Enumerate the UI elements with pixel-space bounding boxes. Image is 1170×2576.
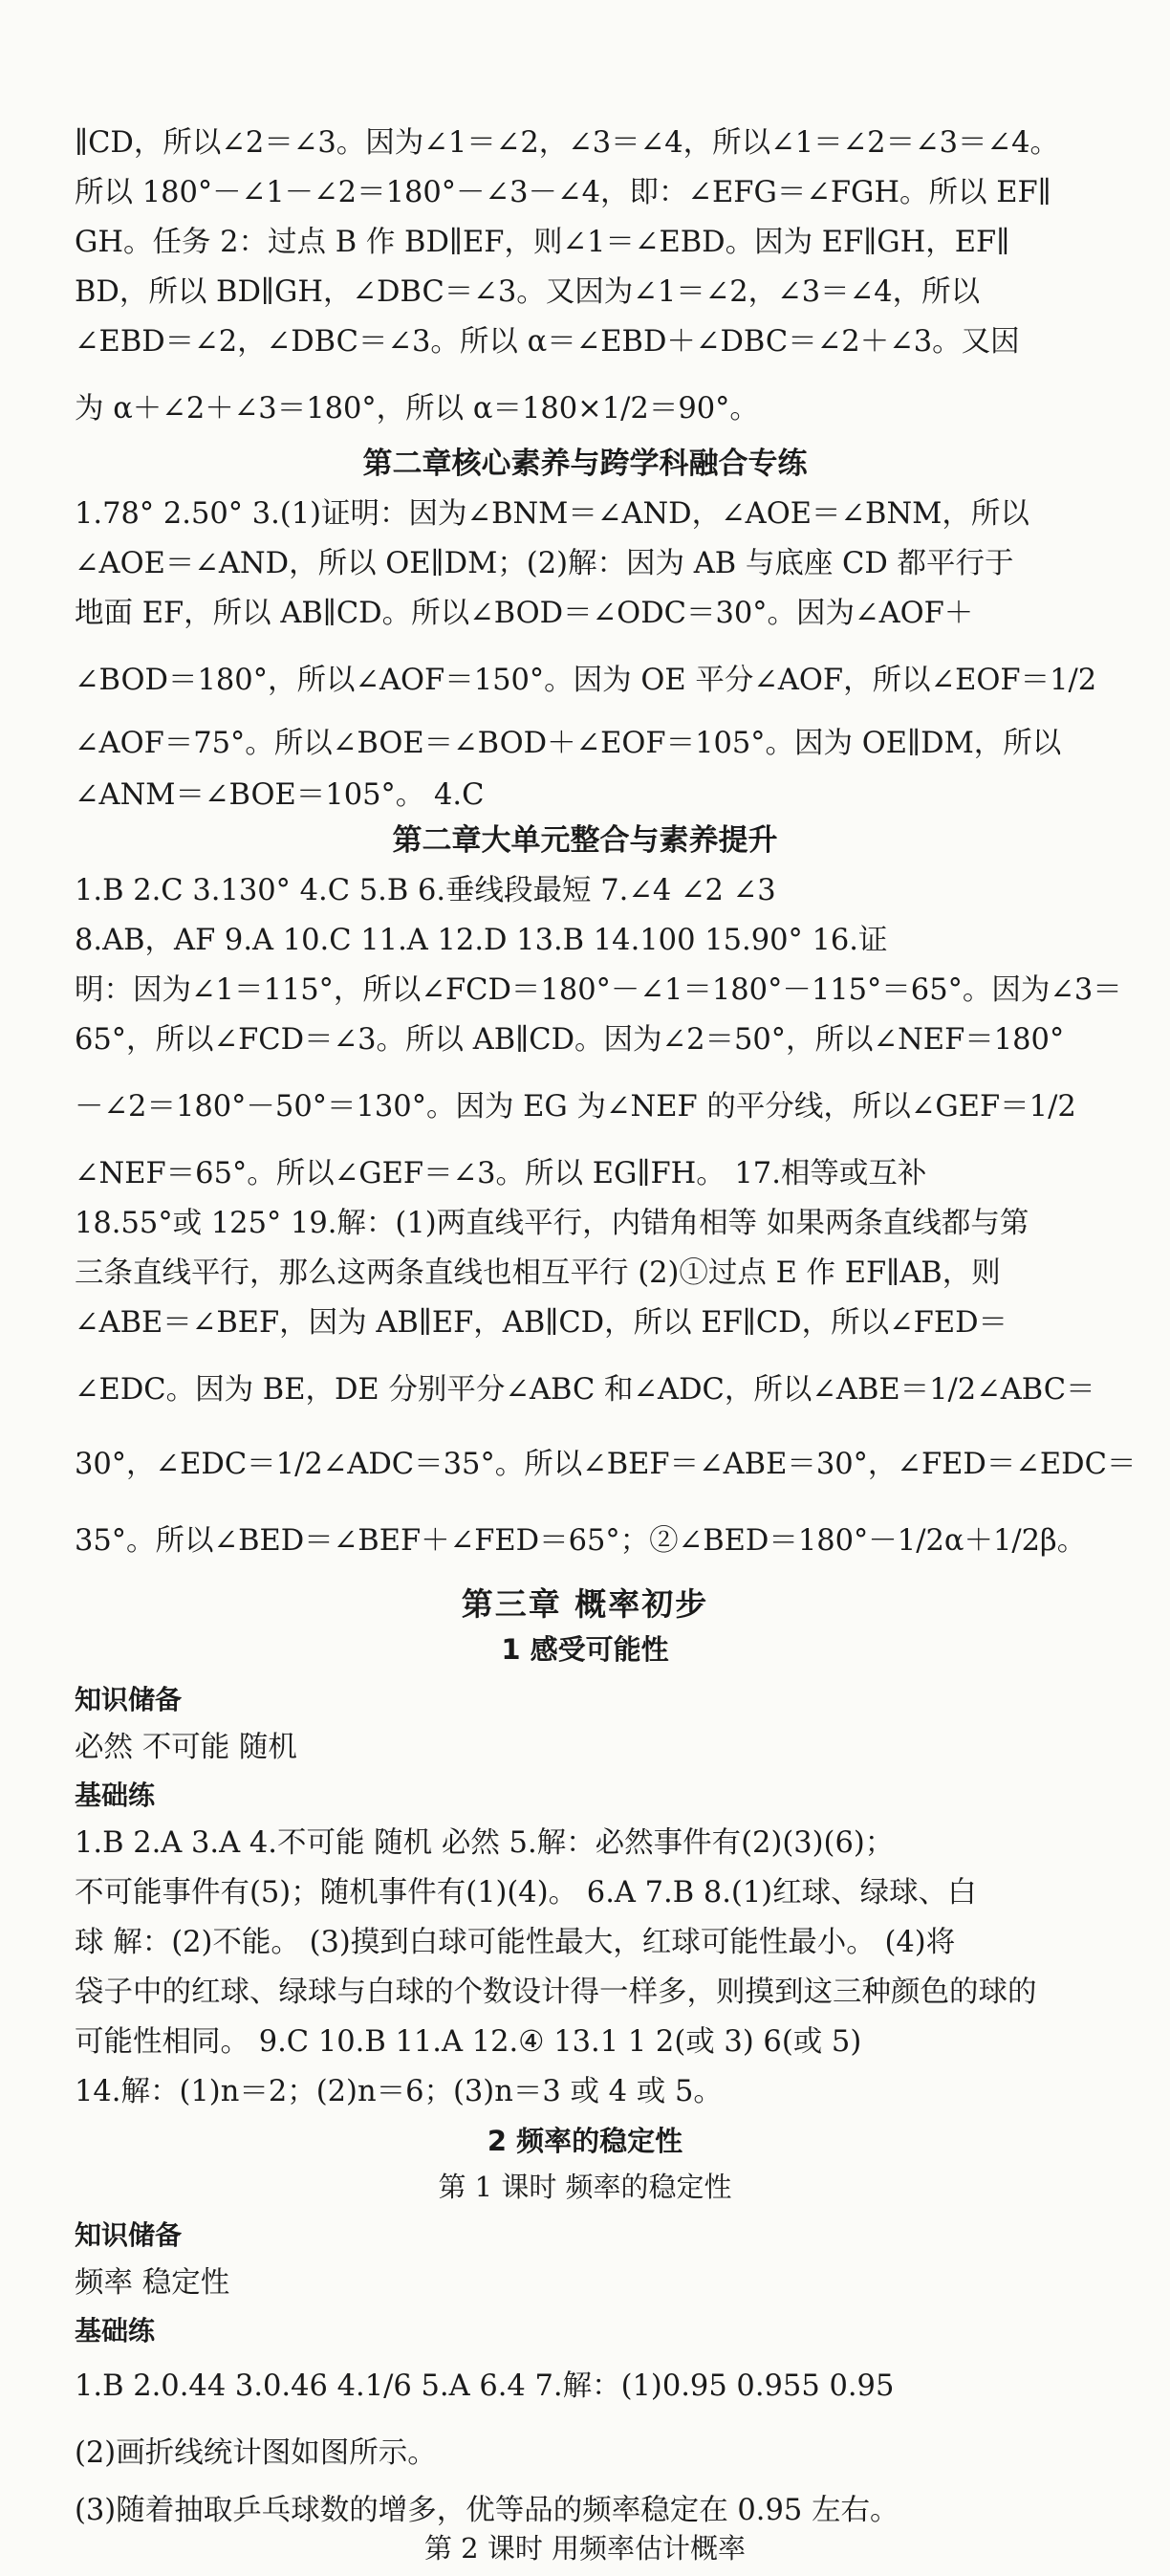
text-line: 袋子中的红球、绿球与白球的个数设计得一样多，则摸到这三种颜色的球的 <box>75 1976 1037 2009</box>
text-line: ∠NEF＝65°。所以∠GEF＝∠3。所以 EG∥FH。 17.相等或互补 <box>75 1157 927 1190</box>
label-knowledge: 知识储备 <box>75 1684 183 1715</box>
text-line: 不可能事件有(5)；随机事件有(1)(4)。 6.A 7.B 8.(1)红球、绿球、白 <box>75 1876 977 1910</box>
text-line: 30°，∠EDC＝1/2∠ADC＝35°。所以∠BEF＝∠ABE＝30°，∠FED＝∠EDC＝ <box>75 1448 1137 1481</box>
lesson-heading: 第 2 课时 用频率估计概率 <box>423 2532 747 2565</box>
text-line: ∠BOD＝180°，所以∠AOF＝150°。因为 OE 平分∠AOF，所以∠EOF＝1/2 <box>75 664 1097 697</box>
text-line: 14.解：(1)n＝2；(2)n＝6；(3)n＝3 或 4 或 5。 <box>75 2075 723 2108</box>
text-line: (3)随着抽取乒乓球数的增多，优等品的频率稳定在 0.95 左右。 <box>75 2494 899 2527</box>
text-line: 18.55°或 125° 19.解：(1)两直线平行，内错角相等 如果两条直线都与第 <box>75 1207 1029 1240</box>
text-line: 可能性相同。 9.C 10.B 11.A 12.④ 13.1 1 2(或 3) 6(或 5) <box>75 2025 862 2059</box>
text-line: ∠AOE＝∠AND，所以 OE∥DM；(2)解：因为 AB 与底座 CD 都平行于 <box>75 547 1014 580</box>
text-line: BD，所以 BD∥GH，∠DBC＝∠3。又因为∠1＝∠2，∠3＝∠4，所以 <box>75 275 981 309</box>
text-line: 所以 180°－∠1－∠2＝180°－∠3－∠4，即：∠EFG＝∠FGH。所以 EF∥ <box>75 176 1051 209</box>
label-basic: 基础练 <box>75 1779 156 1811</box>
section-heading: 第二章核心素养与跨学科融合专练 <box>362 447 808 481</box>
lesson-heading: 第 1 课时 频率的稳定性 <box>438 2171 732 2203</box>
text-line: 三条直线平行，那么这两条直线也相互平行 (2)①过点 E 作 EF∥AB，则 <box>75 1256 1001 1290</box>
section-heading: 2 频率的稳定性 <box>487 2125 683 2157</box>
text-line: 8.AB，AF 9.A 10.C 11.A 12.D 13.B 14.100 15.90° 16.证 <box>75 924 888 957</box>
text-line: ∠ANM＝∠BOE＝105°。 4.C <box>75 778 485 812</box>
section-heading: 第二章大单元整合与素养提升 <box>392 823 778 858</box>
text-line: 35°。所以∠BED＝∠BEF＋∠FED＝65°；②∠BED＝180°－1/2α＋1/2β。 <box>75 1524 1087 1558</box>
text-line: 1.B 2.0.44 3.0.46 4.1/6 5.A 6.4 7.解：(1)0.95 0.955 0.95 <box>75 2369 895 2403</box>
text-line: 球 解：(2)不能。 (3)摸到白球可能性最大，红球可能性最小。 (4)将 <box>75 1926 956 1959</box>
text-line: 1.B 2.A 3.A 4.不可能 随机 必然 5.解：必然事件有(2)(3)(6)； <box>75 1826 895 1860</box>
text-line: ∥CD，所以∠2＝∠3。因为∠1＝∠2，∠3＝∠4，所以∠1＝∠2＝∠3＝∠4。 <box>75 126 1059 160</box>
text-line: 65°，所以∠FCD＝∠3。所以 AB∥CD。因为∠2＝50°，所以∠NEF＝180° <box>75 1023 1065 1057</box>
text-line: ∠ABE＝∠BEF，因为 AB∥EF，AB∥CD，所以 EF∥CD，所以∠FED＝ <box>75 1306 1008 1340</box>
text-line: 地面 EF，所以 AB∥CD。所以∠BOD＝∠ODC＝30°。因为∠AOF＋ <box>75 597 974 630</box>
text-line: (2)画折线统计图如图所示。 <box>75 2436 437 2470</box>
text-line: ∠AOF＝75°。所以∠BOE＝∠BOD＋∠EOF＝105°。因为 OE∥DM，所以 <box>75 727 1062 760</box>
text-line: －∠2＝180°－50°＝130°。因为 EG 为∠NEF 的平分线，所以∠GEF＝1/2 <box>75 1090 1076 1124</box>
section-heading: 1 感受可能性 <box>501 1633 669 1666</box>
chapter-heading: 第三章 概率初步 <box>461 1585 709 1623</box>
text-line: ∠EBD＝∠2，∠DBC＝∠3。所以 α＝∠EBD＋∠DBC＝∠2＋∠3。又因 <box>75 325 1020 359</box>
text-line: 1.78° 2.50° 3.(1)证明：因为∠BNM＝∠AND，∠AOE＝∠BNM，所以 <box>75 497 1029 531</box>
text-line: 必然 不可能 随机 <box>75 1731 297 1764</box>
text-line: 明：因为∠1＝115°，所以∠FCD＝180°－∠1＝180°－115°＝65°。因为∠3＝ <box>75 973 1122 1007</box>
label-knowledge: 知识储备 <box>75 2219 183 2251</box>
text-line: 为 α＋∠2＋∠3＝180°，所以 α＝180×1/2＝90°。 <box>75 392 759 426</box>
text-line: 频率 稳定性 <box>75 2266 230 2300</box>
text-line: 1.B 2.C 3.130° 4.C 5.B 6.垂线段最短 7.∠4 ∠2 ∠3 <box>75 874 776 907</box>
label-basic: 基础练 <box>75 2315 156 2347</box>
text-line: ∠EDC。因为 BE，DE 分别平分∠ABC 和∠ADC，所以∠ABE＝1/2∠ABC＝ <box>75 1373 1095 1407</box>
text-line: GH。任务 2：过点 B 作 BD∥EF，则∠1＝∠EBD。因为 EF∥GH，EF∥ <box>75 226 1010 259</box>
